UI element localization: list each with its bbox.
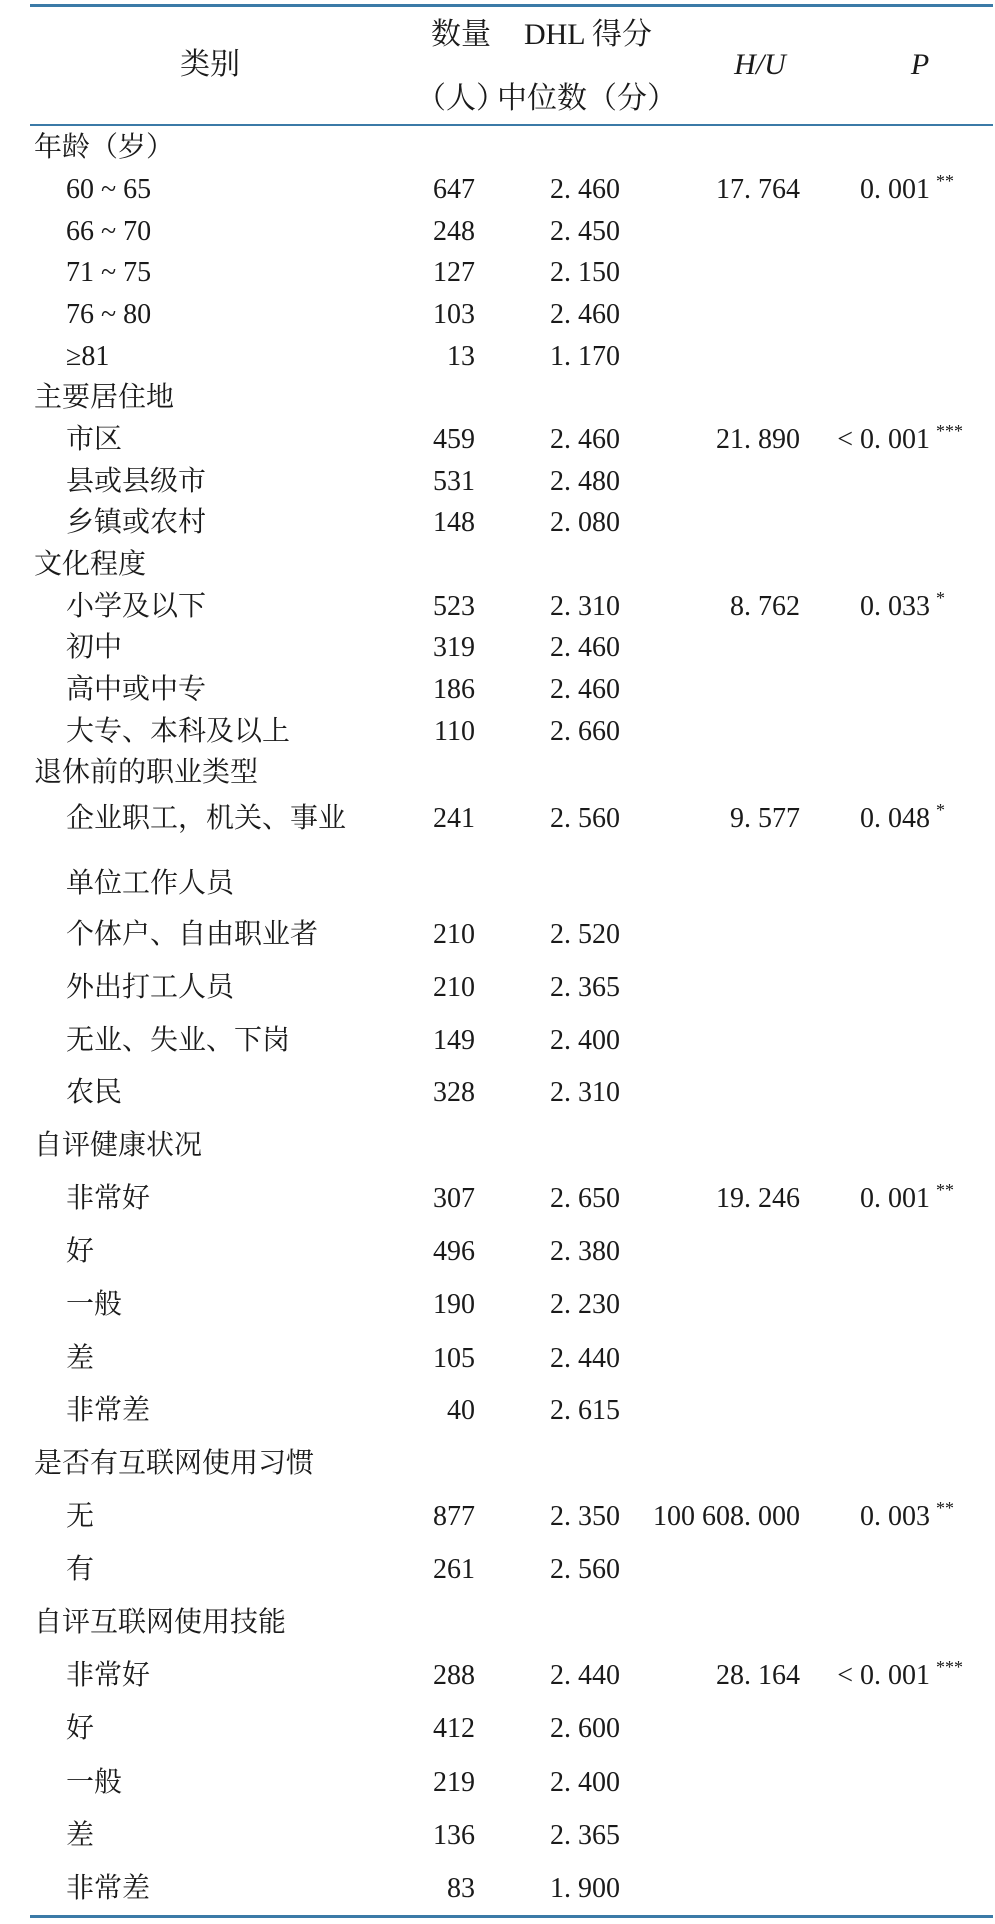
count-value: 148: [433, 507, 475, 538]
dhl-median-value: 2. 460: [550, 424, 620, 455]
p-value: < 0. 001: [837, 1660, 930, 1691]
count-value: 103: [433, 299, 475, 330]
header-count-unit: （人）: [416, 82, 506, 115]
dhl-median-value: 2. 480: [550, 466, 620, 497]
count-value: 496: [433, 1236, 475, 1267]
dhl-median-value: 2. 460: [550, 674, 620, 705]
count-value: 136: [433, 1820, 475, 1851]
dhl-median-value: 2. 440: [550, 1343, 620, 1374]
group-label: 主要居住地: [34, 382, 175, 413]
count-value: 210: [433, 919, 475, 950]
category-label: 71 ~ 75: [66, 257, 152, 288]
dhl-median-value: 2. 600: [550, 1713, 620, 1744]
category-label: 差: [66, 1343, 95, 1374]
significance-stars: *: [936, 588, 945, 608]
dhl-median-value: 2. 460: [550, 174, 620, 205]
h-u-value: 9. 577: [730, 803, 800, 834]
header-p: P: [910, 48, 930, 81]
group-label: 退休前的职业类型: [34, 757, 259, 788]
count-value: 248: [433, 216, 475, 247]
dhl-median-value: 2. 230: [550, 1289, 620, 1320]
dhl-median-value: 2. 660: [550, 716, 620, 747]
header-dhl-median: 中位数（分）: [497, 82, 677, 115]
category-label: 大专、本科及以上: [66, 716, 291, 747]
count-value: 219: [433, 1767, 475, 1798]
dhl-median-value: 2. 460: [550, 299, 620, 330]
dhl-median-value: 1. 900: [550, 1873, 620, 1904]
p-value: 0. 001: [860, 174, 930, 205]
category-label: 非常好: [66, 1183, 151, 1214]
group-label: 文化程度: [34, 549, 147, 580]
count-value: 127: [433, 257, 475, 288]
dhl-median-value: 2. 615: [550, 1395, 620, 1426]
count-value: 319: [433, 632, 475, 663]
h-u-value: 100 608. 000: [653, 1501, 800, 1532]
category-label: 好: [66, 1236, 95, 1267]
category-label: 非常差: [66, 1873, 151, 1904]
category-label: ≥81: [66, 341, 110, 372]
count-value: 459: [433, 424, 475, 455]
category-label: 初中: [66, 632, 123, 663]
category-label: 个体户、自由职业者: [66, 919, 319, 950]
count-value: 328: [433, 1077, 475, 1108]
significance-stars: ***: [936, 1657, 963, 1677]
significance-stars: ***: [936, 421, 963, 441]
count-value: 13: [447, 341, 475, 372]
count-value: 647: [433, 174, 475, 205]
h-u-value: 8. 762: [730, 591, 800, 622]
dhl-median-value: 2. 460: [550, 632, 620, 663]
p-value: < 0. 001: [837, 424, 930, 455]
count-value: 307: [433, 1183, 475, 1214]
count-value: 40: [447, 1395, 475, 1426]
dhl-median-value: 2. 650: [550, 1183, 620, 1214]
p-value: 0. 033: [860, 591, 930, 622]
significance-stars: **: [936, 1498, 954, 1518]
count-value: 288: [433, 1660, 475, 1691]
count-value: 149: [433, 1025, 475, 1056]
count-value: 877: [433, 1501, 475, 1532]
category-label: 乡镇或农村: [66, 507, 207, 538]
count-value: 105: [433, 1343, 475, 1374]
category-label: 外出打工人员: [66, 972, 235, 1003]
category-label: 企业职工，机关、事业: [66, 803, 347, 834]
category-label: 非常好: [66, 1660, 151, 1691]
significance-stars: **: [936, 171, 954, 191]
dhl-median-value: 2. 400: [550, 1767, 620, 1798]
count-value: 241: [433, 803, 475, 834]
dhl-median-value: 2. 400: [550, 1025, 620, 1056]
h-u-value: 17. 764: [716, 174, 800, 205]
dhl-median-value: 2. 310: [550, 1077, 620, 1108]
dhl-median-value: 2. 450: [550, 216, 620, 247]
dhl-median-value: 2. 350: [550, 1501, 620, 1532]
category-label: 小学及以下: [66, 591, 207, 622]
category-label: 农民: [66, 1077, 123, 1108]
dhl-median-value: 2. 150: [550, 257, 620, 288]
significance-stars: **: [936, 1180, 954, 1200]
significance-stars: *: [936, 800, 945, 820]
count-value: 412: [433, 1713, 475, 1744]
dhl-median-value: 1. 170: [550, 341, 620, 372]
group-label: 自评互联网使用技能: [34, 1607, 287, 1638]
dhl-median-value: 2. 440: [550, 1660, 620, 1691]
h-u-value: 28. 164: [716, 1660, 800, 1691]
dhl-median-value: 2. 560: [550, 1554, 620, 1585]
dhl-median-value: 2. 380: [550, 1236, 620, 1267]
category-label: 县或县级市: [66, 466, 207, 497]
h-u-value: 21. 890: [716, 424, 800, 455]
dhl-median-value: 2. 310: [550, 591, 620, 622]
category-label: 非常差: [66, 1395, 151, 1426]
count-value: 531: [433, 466, 475, 497]
count-value: 186: [433, 674, 475, 705]
dhl-median-value: 2. 560: [550, 803, 620, 834]
p-value: 0. 003: [860, 1501, 930, 1532]
dhl-median-value: 2. 365: [550, 972, 620, 1003]
group-label: 年龄（岁）: [34, 132, 175, 163]
dhl-median-value: 2. 520: [550, 919, 620, 950]
header-h-u: H/U: [734, 48, 786, 81]
category-label: 60 ~ 65: [66, 174, 152, 205]
category-label-continued: 单位工作人员: [66, 868, 235, 899]
h-u-value: 19. 246: [716, 1183, 800, 1214]
category-label: 76 ~ 80: [66, 299, 152, 330]
count-value: 110: [434, 716, 475, 747]
p-value: 0. 048: [860, 803, 930, 834]
category-label: 差: [66, 1820, 95, 1851]
count-value: 261: [433, 1554, 475, 1585]
count-value: 210: [433, 972, 475, 1003]
dhl-median-value: 2. 080: [550, 507, 620, 538]
count-value: 523: [433, 591, 475, 622]
header-count: 数量: [431, 18, 491, 51]
p-value: 0. 001: [860, 1183, 930, 1214]
category-label: 无: [66, 1501, 95, 1532]
header-dhl-score: DHL 得分: [523, 18, 653, 51]
count-value: 83: [447, 1873, 475, 1904]
group-label: 自评健康状况: [34, 1130, 203, 1161]
category-label: 有: [66, 1554, 95, 1585]
group-label: 是否有互联网使用习惯: [34, 1448, 315, 1479]
category-label: 66 ~ 70: [66, 216, 152, 247]
category-label: 一般: [66, 1289, 123, 1320]
header-category: 类别: [180, 48, 240, 81]
category-label: 高中或中专: [66, 674, 207, 705]
category-label: 好: [66, 1713, 95, 1744]
category-label: 一般: [66, 1767, 123, 1798]
category-label: 市区: [66, 424, 123, 455]
category-label: 无业、失业、下岗: [66, 1025, 291, 1056]
count-value: 190: [433, 1289, 475, 1320]
dhl-median-value: 2. 365: [550, 1820, 620, 1851]
